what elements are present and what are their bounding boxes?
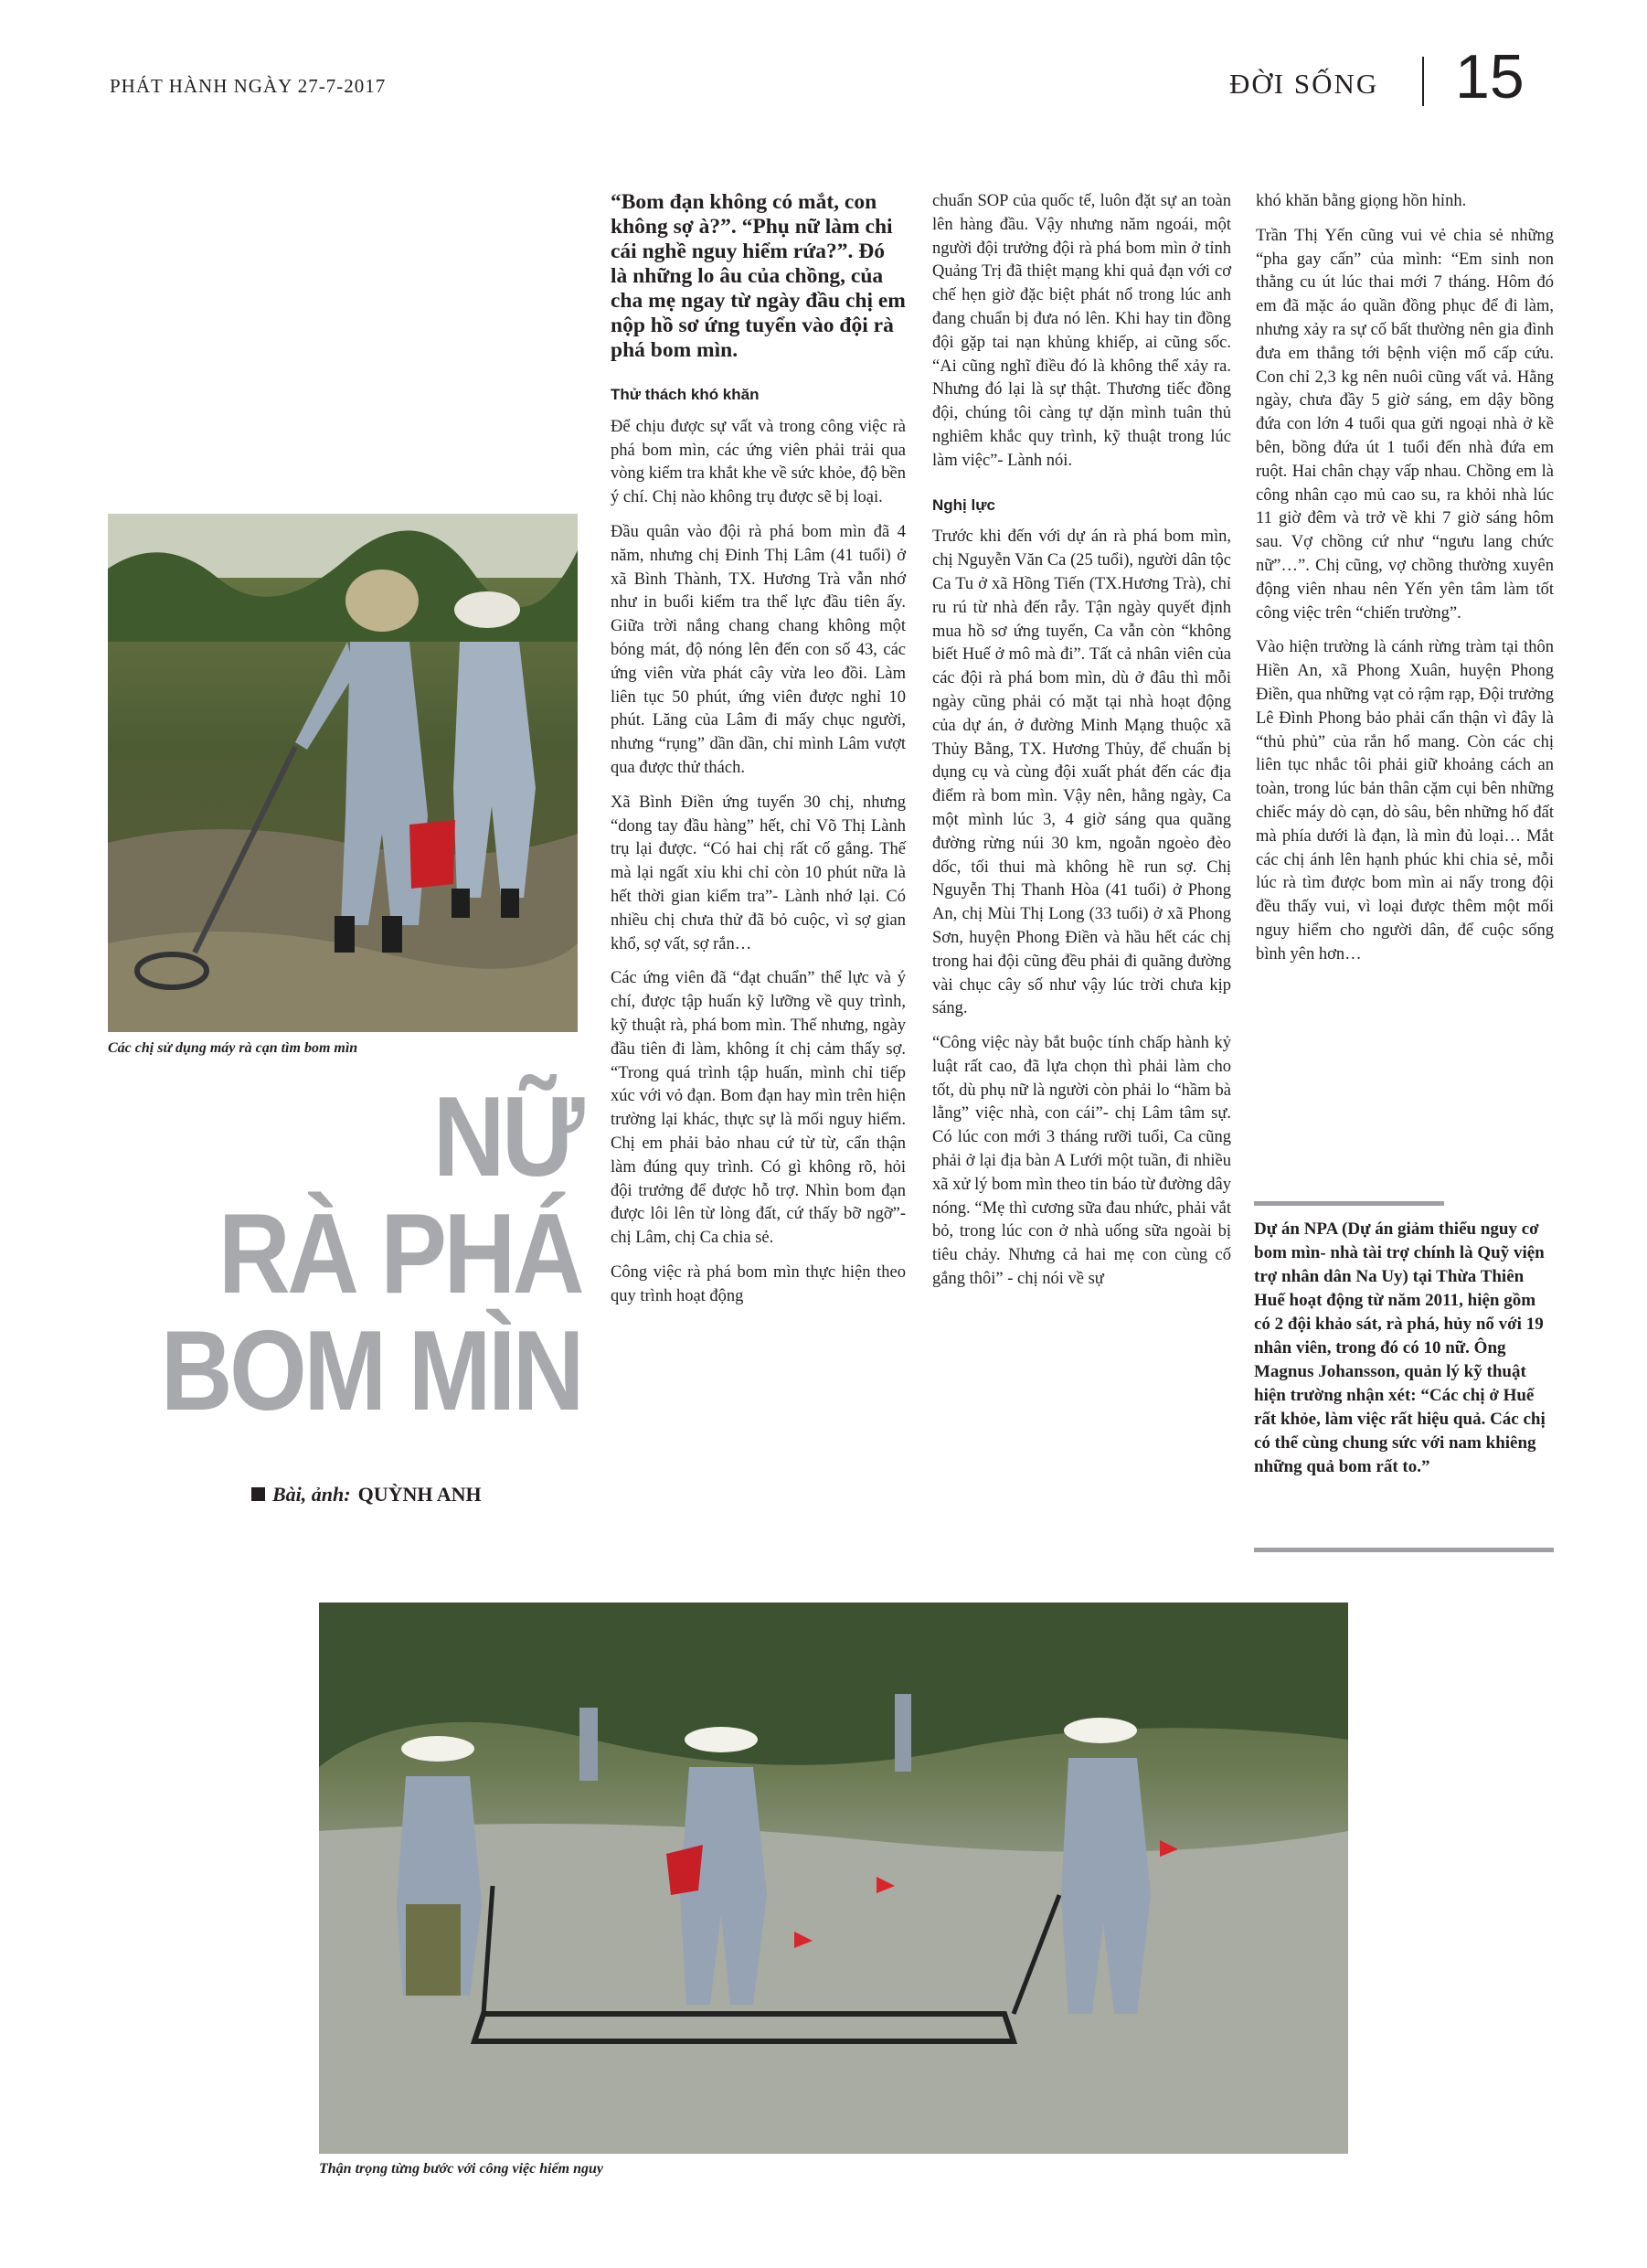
subhead-challenge: Thử thách khó khăn	[611, 386, 760, 403]
photo-field-team	[319, 1603, 1348, 2154]
body-paragraph: chuẩn SOP của quốc tế, luôn đặt sự an toàn lên hàng đầu. Vậy nhưng năm ngoái, một người đội trưởng đội rà phá bom mìn ở tỉnh Quảng Trị đã thiệt mạng khi quả đạn với cơ chế hẹn giờ đặc biệt phát nổ trong lúc anh đang chuẩn bị đưa nó lên. Khi hay tin đồng đội gặp tai nạn khủng khiếp, ai cũng sốc. “Ai cũng nghĩ điều đó là không thể xảy ra. Nhưng đó lại là sự thật. Thương tiếc đồng đội, chúng tôi càng tự dặn mình tuân thủ nghiêm khắc quy trình, kỹ thuật trong lúc làm việc”- Lành nói.	[932, 192, 1231, 470]
issue-date: PHÁT HÀNH NGÀY 27-7-2017	[110, 75, 387, 97]
column-3	[1256, 190, 1554, 978]
byline-author: QUỲNH ANH	[357, 1483, 482, 1506]
title-line-1: NỮ	[432, 1074, 581, 1200]
project-note: Dự án NPA (Dự án giảm thiểu nguy cơ bom mìn- nhà tài trợ chính là Quỹ viện trợ nhân dân Na Uy) tại Thừa Thiên Huế hoạt động từ năm 2011, hiện gồm có 2 đội khảo sát, rà phá, hủy nổ với 19 nhân viên, trong đó có 10 nữ. Ông Magnus Johansson, quản lý kỹ thuật hiện trường nhận xét: “Các chị ở Huế rất khỏe, làm việc rất hiệu quả. Các chị có thể cùng chung sức với nam khiêng những quả bom rất to.”	[1254, 1219, 1546, 1476]
column-1	[611, 190, 906, 1319]
column-2	[932, 190, 1231, 1303]
photo1-caption: Các chị sử dụng máy rà cạn tìm bom mìn	[108, 1040, 358, 1056]
body-paragraph: “Công việc này bắt buộc tính chấp hành kỷ luật rất cao, đã lựa chọn thì phải làm cho tốt, dù phụ nữ là người còn phải lo “hầm bà lằng” việc nhà, con cái”- chị Lâm tâm sự. Có lúc con mới 3 tháng rưỡi tuổi, Ca cũng phải ở lại địa bàn A Lưới một tuần, đi nhiều xã xử lý bom mìn theo tin báo từ đường dây nóng. “Mẹ thì cương sữa đau nhức, phải vắt bỏ, trong lúc con ở nhà uống sữa ngoài bị tiêu chảy. Nhưng cả hai mẹ con cùng cố gắng thôi” - chị nói về sự	[932, 1034, 1231, 1289]
header-divider	[1422, 57, 1424, 106]
body-paragraph: Trần Thị Yến cũng vui vẻ chia sẻ những “pha gay cấn” của mình: “Em sinh non thằng cu út lúc thai mới 7 tháng. Hôm đó em đã mặc áo quần đồng phục để đi làm, nhưng xảy ra sự cố bất thường nên gia đình đưa em thẳng tới bệnh viện mổ cấp cứu. Con chỉ 2,3 kg nên nuôi cũng vất vả. Hằng ngày, chưa đầy 5 giờ sáng, em dậy bồng đứa con lớn 4 tuổi qua gửi ngoại nhà ở kề bên, bồng đứa út 1 tuổi đến nhà đứa em ruột. Hai chân chạy vấp nhau. Chồng em là công nhân cạo mủ cao su, ra khỏi nhà lúc 11 giờ đêm và trở về khi 7 giờ sáng hôm sau. Vợ chồng cứ như “ngưu lang chức nữ”…”. Chị cũng, vợ chồng thường xuyên động viên nhau nên Yến yên tâm làm tốt công việc trên “chiến trường”.	[1256, 226, 1554, 623]
body-paragraph: Trước khi đến với dự án rà phá bom mìn, chị Nguyễn Văn Ca (25 tuổi), người dân tộc Ca Tu ở xã Hồng Tiến (TX.Hương Trà), chỉ ru rú từ nhà đến rẫy. Tận ngày quyết định mua hồ sơ ứng tuyển, Ca vẫn còn “không biết Huế ở mô mà đi”. Tất cả nhân viên của các đội rà phá bom mìn, dù ở đâu thì mỗi ngày cũng phải có mặt tại nhà hoạt động của dự án, ở đường Minh Mạng thuộc xã Thủy Bằng, TX. Hương Thủy, để chuẩn bị dụng cụ và cùng đội xuất phát đến các địa điểm rà bom mìn. Vậy nên, hằng ngày, Ca một mình lúc 3, 4 giờ sáng qua quãng đường rừng núi 30 km, ngoằn ngoèo đèo dốc, tối thui mà không hề run sợ. Chị Nguyễn Thị Thanh Hòa (41 tuổi) ở Phong An, chị Mùi Thị Long (33 tuổi) ở xã Phong Sơn, huyện Phong Điền và hầu hết các chị trong hai đội cũng đều phải đi quãng đường vài chục cây số như vậy lúc trời chưa kịp sáng.	[932, 527, 1231, 1018]
photo-detector-women	[108, 514, 578, 1032]
body-paragraph: khó khăn bằng giọng hồn hỉnh.	[1256, 192, 1467, 210]
title-line-2: RÀ PHÁ	[218, 1191, 581, 1317]
byline-square-icon	[251, 1487, 265, 1501]
lead-paragraph: “Bom đạn không có mắt, con không sợ à?”. “Phụ nữ làm chi cái nghề nguy hiểm rứa?”. Đó là những lo âu của chồng, của cha mẹ ngay từ ngày đầu chị em nộp hồ sơ ứng tuyển vào đội rà phá bom mìn.	[611, 190, 906, 362]
section-name: ĐỜI SỐNG	[1229, 68, 1379, 100]
note-bottom-rule	[1254, 1548, 1554, 1552]
byline-label: Bài, ảnh:	[272, 1483, 351, 1506]
byline	[251, 1483, 482, 1507]
body-paragraph: Đầu quân vào đội rà phá bom mìn đã 4 năm, nhưng chị Đinh Thị Lâm (41 tuổi) ở xã Bình Thành, TX. Hương Trà vẫn nhớ như in buổi kiểm tra thể lực đầu tiên ấy. Giữa trời nắng chang chang không một bóng mát, độ nóng lên đến con số 43, các ứng viên vừa phát cây vừa leo đồi. Làm liên tục 50 phút, ứng viên được nghỉ 10 phút. Lăng của Lâm đi mấy chục người, nhưng “rụng” dần dần, chỉ mình Lâm vượt qua được thử thách.	[611, 522, 906, 777]
body-paragraph: Các ứng viên đã “đạt chuẩn” thể lực và ý chí, được tập huấn kỹ lưỡng về quy trình, kỹ thuật rà, phá bom mìn. Thế nhưng, ngày đầu tiên đi làm, không ít chị cảm thấy sợ. “Trong quá trình tập huấn, mình chỉ tiếp xúc với vỏ đạn. Bom đạn hay mìn trên hiện trường lại khác, thực sự là mối nguy hiểm. Chị em phải bảo nhau cứ từ từ, cẩn thận làm đúng quy trình. Có gì không rõ, hỏi đội trưởng để được hỗ trợ. Nhìn bom đạn được lôi lên từ lòng đất, cứ thấy bỡ ngỡ”- chị Lâm, chị Ca chia sẻ.	[611, 969, 906, 1248]
body-paragraph: Để chịu được sự vất và trong công việc rà phá bom mìn, các ứng viên phải trải qua vòng kiểm tra khắt khe về sức khỏe, độ bền ý chí. Chị nào không trụ được sẽ bị loại.	[611, 417, 906, 507]
body-paragraph: Vào hiện trường là cánh rừng tràm tại thôn Hiền An, xã Phong Xuân, huyện Phong Điền, qua những vạt cỏ rậm rạp, Đội trưởng Lê Đình Phong bảo phải cẩn thận vì đây là “thủ phủ” của rắn hổ mang. Còn các chị liên tục nhắc tôi phải giữ khoảng cách an toàn, trong lúc bản thân cặm cụi bên những chiếc máy dò cạn, dò sâu, bên những hố đất mà phía dưới là đạn, là mìn đủ loại… Mắt các chị ánh lên hạnh phúc khi chia sẻ, mỗi lúc rà tìm được bom mìn ai nấy trong đội đều thấy vui, vì loại được thêm một mối nguy hiểm cho người dân, để cuộc sống bình yên hơn…	[1256, 638, 1554, 964]
title-line-3: BOM MÌN	[160, 1308, 581, 1434]
photo2-caption: Thận trọng từng bước với công việc hiểm nguy	[319, 2161, 604, 2177]
body-paragraph: Xã Bình Điền ứng tuyển 30 chị, nhưng “dong tay đầu hàng” hết, chỉ Võ Thị Lành trụ lại được. “Có hai chị rất cố gắng. Thế mà lại ngất xỉu khi chỉ còn 10 phút nữa là hết thời gian kiểm tra”- Lành nhớ lại. Có nhiều chị chưa thử đã bỏ cuộc, vì sợ gian khổ, sợ vất, sợ rắn…	[611, 793, 906, 953]
body-paragraph: Công việc rà phá bom mìn thực hiện theo quy trình hoạt động	[611, 1262, 906, 1305]
note-top-rule	[1254, 1201, 1444, 1206]
page-number: 15	[1455, 42, 1525, 112]
article-title	[160, 1074, 581, 1434]
subhead-willpower: Nghị lực	[932, 495, 995, 514]
